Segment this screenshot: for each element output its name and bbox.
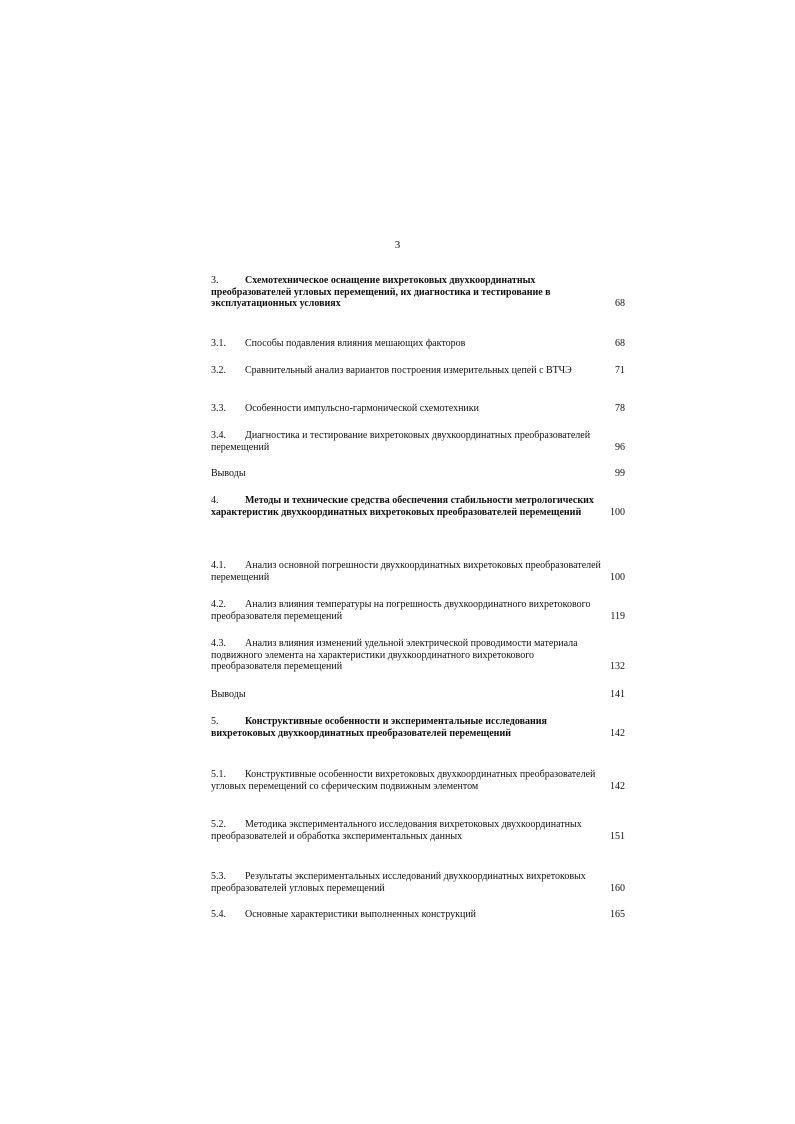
toc-entry-title: Методика экспериментального исследования вихретоковых двухкоординатных преобразователей и обработка экспериментальных данных <box>211 819 582 842</box>
toc-entry-4-3 <box>211 638 627 673</box>
toc-entry-page: 142 <box>610 727 625 739</box>
toc-entry-number: 5.2. <box>211 819 226 830</box>
toc-entry-page: 100 <box>610 571 625 583</box>
toc-entry-number: 4.3. <box>211 638 226 649</box>
toc-entry-title: Анализ влияния изменений удельной электрической проводимости материала подвижного элемента на характеристики двухкоординатного вихретокового преобразователя перемещений <box>211 638 578 672</box>
toc-entry-conclusions-4 <box>211 689 627 701</box>
toc-entry-number: 3.3. <box>211 403 226 414</box>
toc-entry-number: 4.1. <box>211 560 226 571</box>
toc-entry-4-2 <box>211 599 627 622</box>
toc-entry-number: 3.4. <box>211 430 226 441</box>
toc-entry-page: 68 <box>615 298 625 309</box>
toc-entry-page: 99 <box>615 468 625 479</box>
toc-entry-page: 141 <box>610 689 625 700</box>
toc-entry-3-4 <box>211 430 627 453</box>
toc-entry-page: 160 <box>610 882 625 894</box>
toc-entry-title: Сравнительный анализ вариантов построения измерительных цепей с ВТЧЭ <box>245 365 572 376</box>
toc-entry-title: Конструктивные особенности вихретоковых двухкоординатных преобразователей угловых перемещений со сферическим подвижным элементом <box>211 769 596 792</box>
toc-entry-page: 151 <box>610 830 625 842</box>
toc-entry-title: Выводы <box>211 468 246 479</box>
toc-entry-title: Конструктивные особенности и экспериментальные исследования вихретоковых двухкоординатных преобразователей перемещений <box>211 716 547 739</box>
toc-entry-number: 5.4. <box>211 909 226 920</box>
toc-entry-title: Результаты экспериментальных исследований двухкоординатных вихретоковых преобразователей угловых перемещений <box>211 871 586 894</box>
toc-entry-number: 5.3. <box>211 871 226 882</box>
toc-entry-5-2 <box>211 819 627 842</box>
toc-entry-page: 132 <box>610 661 625 672</box>
toc-entry-title: Диагностика и тестирование вихретоковых двухкоординатных преобразователей перемещений <box>211 430 591 453</box>
toc-entry-5-4 <box>211 909 627 921</box>
toc-entry-conclusions-3 <box>211 468 627 480</box>
toc-entry-number: 5. <box>211 716 219 727</box>
toc-entry-title: Схемотехническое оснащение вихретоковых двухкоординатных преобразователей угловых перемещений, их диагностика и тестирование в эксплуатационных условиях <box>211 275 551 309</box>
toc-entry-number: 3.1. <box>211 338 226 349</box>
toc-entry-page: 78 <box>615 403 625 414</box>
toc-entry-title: Основные характеристики выполненных конструкций <box>245 909 477 920</box>
page-number: 3 <box>394 239 401 251</box>
toc-entry-page: 100 <box>610 506 625 518</box>
toc-entry-number: 3.2. <box>211 365 226 376</box>
toc-entry-title: Анализ влияния температуры на погрешность двухкоординатного вихретокового преобразователя перемещений <box>211 599 591 622</box>
toc-entry-5 <box>211 716 627 739</box>
toc-entry-number: 3. <box>211 275 219 286</box>
toc-entry-number: 5.1. <box>211 769 226 780</box>
toc-entry-3-1 <box>211 338 627 350</box>
toc-entry-3 <box>211 275 627 310</box>
toc-entry-title: Выводы <box>211 689 246 700</box>
toc-entry-3-3 <box>211 403 627 415</box>
toc-entry-page: 142 <box>610 780 625 792</box>
toc-entry-5-1 <box>211 769 627 792</box>
toc-entry-4-1 <box>211 560 627 583</box>
toc-entry-number: 4.2. <box>211 599 226 610</box>
toc-entry-3-2 <box>211 365 627 377</box>
toc-entry-page: 165 <box>610 909 625 920</box>
toc-entry-page: 71 <box>615 365 625 376</box>
toc-entry-page: 68 <box>615 338 625 349</box>
toc-entry-4 <box>211 495 627 518</box>
toc-entry-title: Способы подавления влияния мешающих факторов <box>245 338 466 349</box>
toc-entry-page: 119 <box>610 610 625 622</box>
toc-entry-title: Анализ основной погрешности двухкоординатных вихретоковых преобразователей перемещений <box>211 560 601 583</box>
toc-entry-page: 96 <box>615 441 625 453</box>
toc-entry-title: Методы и технические средства обеспечения стабильности метрологических характеристик двухкоординатных вихретоковых преобразователей перемещений <box>211 495 594 518</box>
toc-entry-5-3 <box>211 871 627 894</box>
toc-entry-number: 4. <box>211 495 219 506</box>
toc-entry-title: Особенности импульсно-гармонической схемотехники <box>245 403 479 414</box>
